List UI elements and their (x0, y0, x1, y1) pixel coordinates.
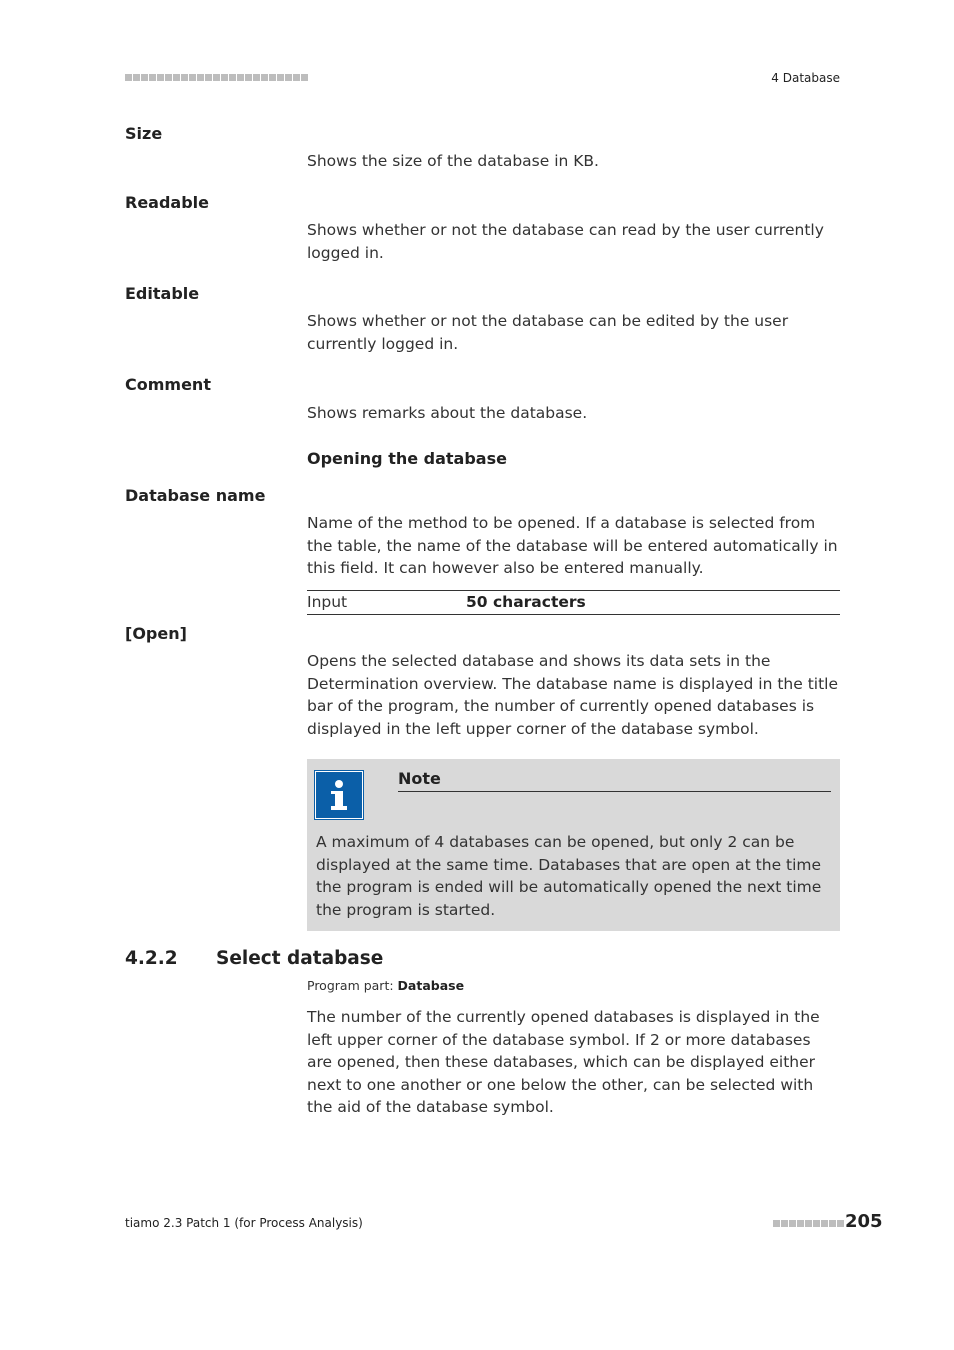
desc-readable: Shows whether or not the database can read by the user currently logged in. (307, 221, 824, 262)
footer-square-marks (773, 1220, 844, 1227)
desc-editable: Shows whether or not the database can be edited by the user currently logged in. (307, 312, 789, 353)
input-spec-value: 50 characters (466, 593, 586, 611)
header-chapter: 4 Database (771, 71, 840, 85)
page-number: 205 (845, 1211, 883, 1232)
note-divider (398, 791, 831, 792)
info-icon (315, 771, 363, 819)
term-database-name: Database name (125, 486, 266, 505)
term-size: Size (125, 124, 163, 143)
desc-comment: Shows remarks about the database. (307, 404, 588, 422)
header-square-marks (125, 74, 308, 81)
term-readable: Readable (125, 193, 210, 212)
section-number: 4.2.2 (125, 948, 178, 969)
input-spec-row (307, 590, 840, 615)
section-body: The number of the currently opened databases is displayed in the left upper corner of the database symbol. If 2 or more databases are opened, then these databases, which can be displayed either next to one another or one below the other, can be selected with the aid of the database symbol. (307, 1008, 820, 1116)
footer-product: tiamo 2.3 Patch 1 (for Process Analysis) (125, 1216, 363, 1230)
program-part-value: Database (397, 978, 465, 993)
desc-open-button: Opens the selected database and shows its data sets in the Determination overview. The database name is displayed in the title bar of the program, the number of currently opened databases is displayed in the left upper corner of the database symbol. (307, 652, 839, 738)
note-title: Note (398, 769, 441, 788)
term-comment: Comment (125, 375, 211, 394)
subheading-opening: Opening the database (307, 449, 507, 468)
desc-database-name: Name of the method to be opened. If a database is selected from the table, the name of the database will be entered automatically in this field. It can however also be entered manually. (307, 514, 838, 577)
input-spec-label: Input (307, 593, 348, 611)
desc-size: Shows the size of the database in KB. (307, 152, 599, 170)
note-text: A maximum of 4 databases can be opened, but only 2 can be displayed at the same time. Databases that are open at the time the program is ended will be automatically opened the next time the program is started. (316, 833, 822, 919)
program-part (307, 978, 464, 993)
term-open-button: [Open] (125, 624, 187, 643)
term-editable: Editable (125, 284, 200, 303)
section-title: Select database (216, 948, 384, 969)
program-part-label: Program part: (307, 978, 394, 993)
